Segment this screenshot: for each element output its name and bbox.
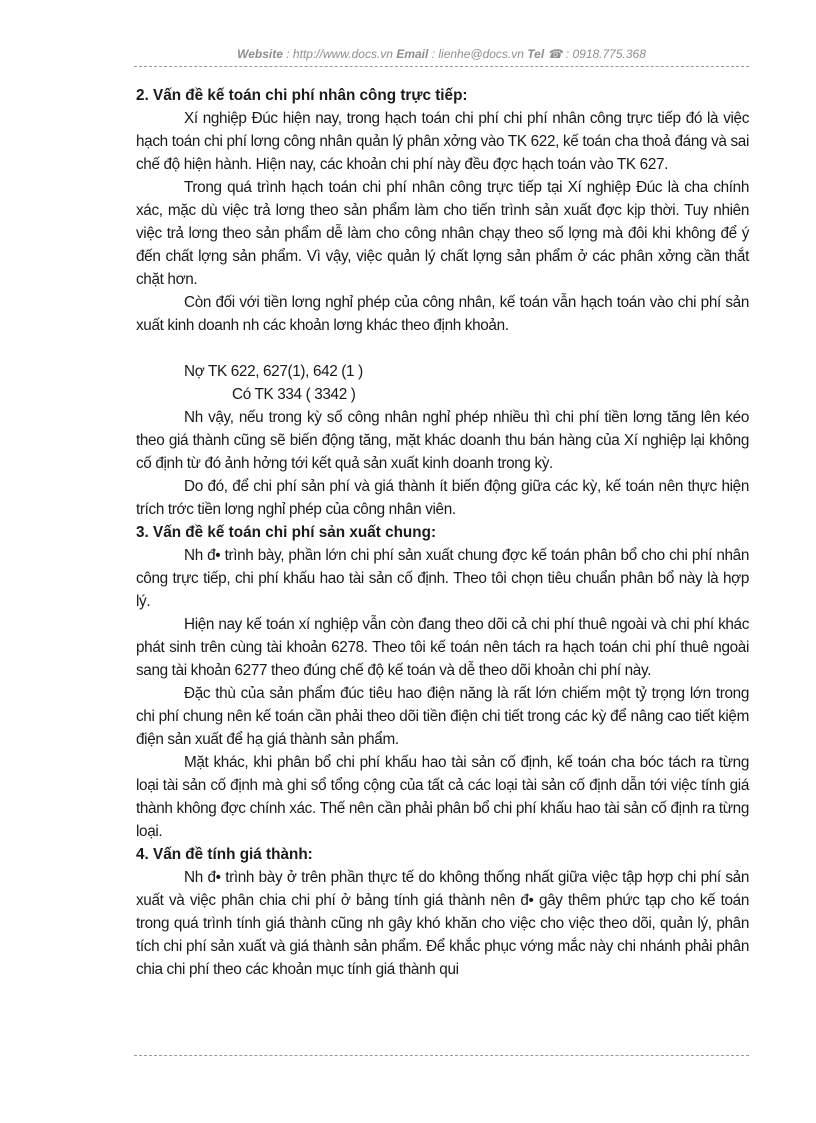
section-2-paragraph-4: Nh vậy, nếu trong kỳ số công nhân nghỉ phép nhiều thì chi phí tiền lơng tăng lên kéo theo giá thành cũng sẽ biến động tăng, mặt khác doanh thu bán hàng của Xí nghiệp lại không cố định từ đó ảnh hởng tới kết quả sản xuất kinh doanh trong kỳ.: [136, 409, 749, 472]
section-3-paragraph-3: Đặc thù của sản phẩm đúc tiêu hao điện năng là rất lớn chiếm một tỷ trọng lớn trong chi phí chung nên kế toán cần phải theo dõi tiền điện chi tiết trong các kỳ để nâng cao tiết kiệm điện sản xuất để hạ giá thành sản phẩm.: [136, 685, 749, 748]
section-2-paragraph-5: Do đó, để chi phí sản phí và giá thành ít biến động giữa các kỳ, kế toán nên thực hiện trích trớc tiền lơng nghỉ phép của công nhân viên.: [136, 478, 749, 518]
section-4-paragraph-1: Nh đ• trình bày ở trên phần thực tế do không thống nhất giữa việc tập hợp chi phí sản xuất và việc phân chia chi phí ở bảng tính giá thành nên đ• gây thêm phức tạp cho kế toán trong quá trình tính giá thành cũng nh gây khó khăn cho việc cho việc theo dõi, quản lý, phân tích chi phí sản xuất và giá thành sản phẩm. Để khắc phục vớng mắc này chi nhánh phải phân chia chi phí theo các khoản mục tính giá thành qui: [136, 869, 749, 978]
journal-entry-debit: Nợ TK 622, 627(1), 642 (1 ): [184, 363, 363, 380]
page-header: [134, 47, 749, 61]
section-3-paragraph-2: Hiện nay kế toán xí nghiệp vẫn còn đang theo dõi cả chi phí thuê ngoài và chi phí khác phát sinh trên cùng tài khoản 6278. Theo tôi kế toán nên tách ra hạch toán chi phí thuê ngoài sang tài khoản 6277 theo đúng chế độ kế toán và dễ theo dõi khoản chi phí này.: [136, 616, 749, 679]
journal-entry-credit: Có TK 334 ( 3342 ): [232, 386, 356, 403]
section-2-paragraph-1: Xí nghiệp Đúc hiện nay, trong hạch toán chi phí chi phí nhân công trực tiếp đó là việc hạch toán chi phí lơng công nhân quản lý phân xởng vào TK 622, kế toán cha thoả đáng và sai chế độ hiện hành. Hiện nay, các khoản chi phí này đều đợc hạch toán vào TK 627.: [136, 110, 749, 173]
section-2-heading: 2. Vấn đề kế toán chi phí nhân công trực tiếp:: [136, 87, 468, 104]
header-divider: [134, 66, 749, 67]
section-4-heading: 4. Vấn đề tính giá thành:: [136, 846, 313, 863]
website-value: : http://www.docs.vn: [286, 47, 393, 61]
section-3-paragraph-1: Nh đ• trình bày, phần lớn chi phí sản xuất chung đợc kế toán phân bổ cho chi phí nhân công trực tiếp, chi phí khấu hao tài sản cố định. Theo tôi chọn tiêu chuẩn phân bổ này là hợp lý.: [136, 547, 749, 610]
footer-divider: [134, 1055, 749, 1056]
tel-value: ☎ : 0918.775.368: [547, 47, 646, 61]
tel-label: Tel: [527, 47, 545, 61]
section-2-paragraph-2: Trong quá trình hạch toán chi phí nhân công trực tiếp tại Xí nghiệp Đúc là cha chính xác, mặc dù việc trả lơng theo sản phẩm làm cho tiến trình sản xuất đợc kịp thời. Tuy nhiên việc trả lơng theo sản phẩm dễ làm cho công nhân chạy theo số lợng mà đôi khi không để ý đến chất lợng sản phẩm. Vì vậy, việc quản lý chất lợng sản phẩm ở các phân xởng cần thắt chặt hơn.: [136, 179, 749, 288]
website-label: Website: [237, 47, 283, 61]
email-value: : lienhe@docs.vn: [431, 47, 524, 61]
section-3-heading: 3. Vấn đề kế toán chi phí sản xuất chung:: [136, 524, 437, 541]
section-3-paragraph-4: Mặt khác, khi phân bổ chi phí khấu hao tài sản cố định, kế toán cha bóc tách ra từng loại tài sản cố định mà ghi sổ tổng cộng của tất cả các loại tài sản cố định dẫn tới việc tính giá thành không đợc chính xác. Thế nên cần phải phân bổ chi phí khấu hao tài sản cố định ra từng loại.: [136, 754, 749, 840]
section-2-paragraph-3: Còn đối với tiền lơng nghỉ phép của công nhân, kế toán vẫn hạch toán vào chi phí sản xuất kinh doanh nh các khoản lơng khác theo định khoản.: [136, 294, 749, 334]
spacer: [136, 337, 749, 360]
document-body: [136, 84, 749, 981]
email-label: Email: [396, 47, 429, 61]
